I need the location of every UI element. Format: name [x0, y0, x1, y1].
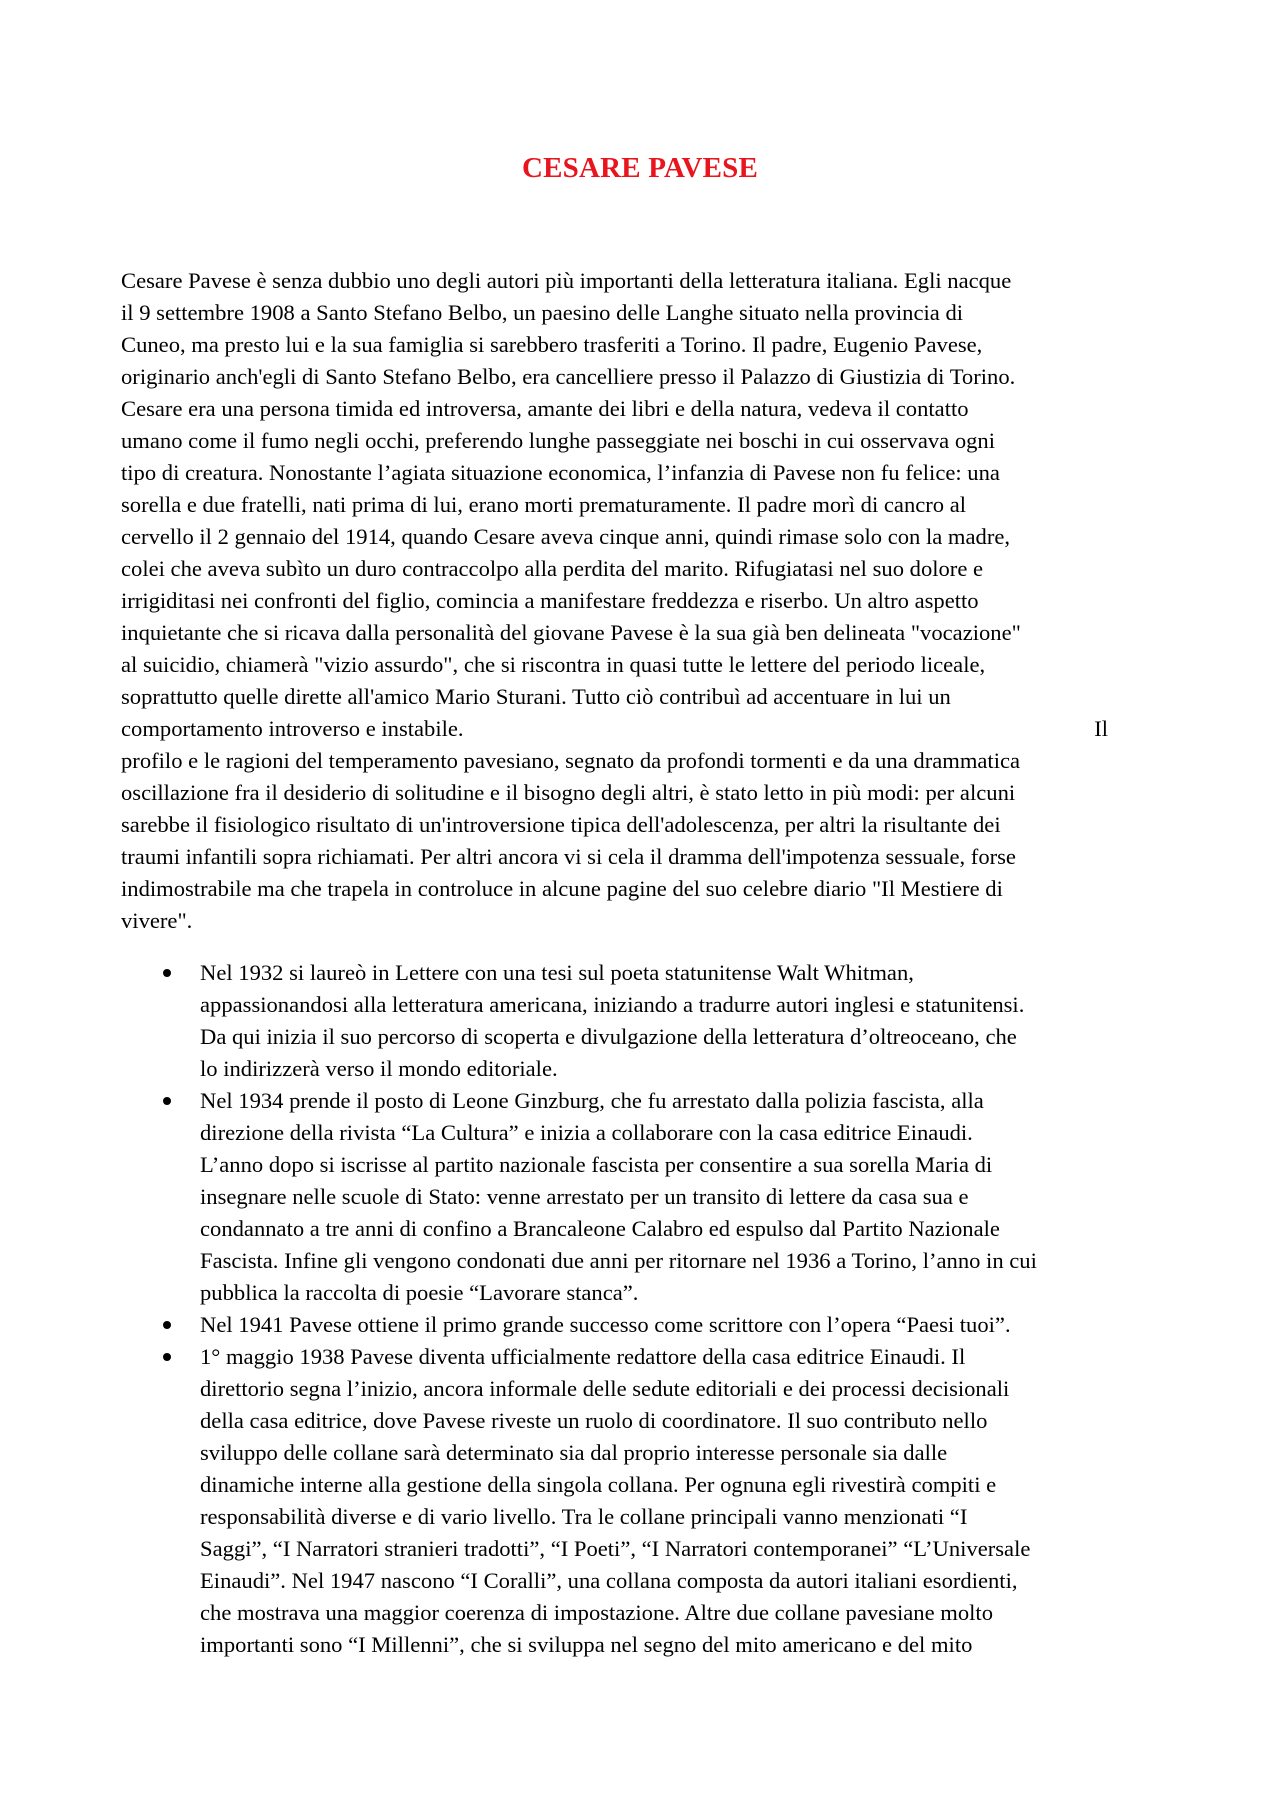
- text-line: inquietante che si ricava dalla personalità del giovane Pavese è la sua già ben delineata "vocazione": [121, 620, 1021, 645]
- text-line: il 9 settembre 1908 a Santo Stefano Belbo, un paesino delle Langhe situato nella provincia di: [121, 300, 964, 325]
- text-line: direzione della rivista “La Cultura” e inizia a collaborare con la casa editrice Einaudi.: [200, 1120, 973, 1145]
- text-line: umano come il fumo negli occhi, preferendo lunghe passeggiate nei boschi in cui osservava ogni: [121, 428, 995, 453]
- text-line: Fascista. Infine gli vengono condonati due anni per ritornare nel 1936 a Torino, l’anno in cui: [200, 1248, 1037, 1273]
- text-line: al suicidio, chiamerà "vizio assurdo", che si riscontra in quasi tutte le lettere del periodo liceale,: [121, 652, 986, 677]
- bullet-list: [121, 957, 1166, 1661]
- text-line: 1° maggio 1938 Pavese diventa ufficialmente redattore della casa editrice Einaudi. Il: [200, 1344, 966, 1369]
- intro-paragraph: [121, 265, 1166, 937]
- bullet-item: [121, 1341, 1166, 1661]
- text-line: lo indirizzerà verso il mondo editoriale.: [200, 1056, 558, 1081]
- page-title: CESARE PAVESE: [521, 152, 759, 184]
- text-line: colei che aveva subìto un duro contraccolpo alla perdita del marito. Rifugiatasi nel suo dolore e: [121, 556, 984, 581]
- text-line: sorella e due fratelli, nati prima di lui, erano morti prematuramente. Il padre morì di cancro al: [121, 492, 967, 517]
- text-line: Cesare era una persona timida ed introversa, amante dei libri e della natura, vedeva il contatto: [121, 396, 969, 421]
- text-line: appassionandosi alla letteratura americana, iniziando a tradurre autori inglesi e statunitensi.: [200, 992, 1025, 1017]
- text-line: Da qui inizia il suo percorso di scoperta e divulgazione della letteratura d’oltreoceano, che: [200, 1024, 1017, 1049]
- text-line: Nel 1934 prende il posto di Leone Ginzburg, che fu arrestato dalla polizia fascista, alla: [200, 1088, 984, 1113]
- text-line: sarebbe il fisiologico risultato di un'introversione tipica dell'adolescenza, per altri la risultante dei: [121, 812, 1001, 837]
- text-line: della casa editrice, dove Pavese riveste un ruolo di coordinatore. Il suo contributo nello: [200, 1408, 988, 1433]
- text-line: tipo di creatura. Nonostante l’agiata situazione economica, l’infanzia di Pavese non fu felice: una: [121, 460, 1000, 485]
- bullet-icon: [163, 1097, 171, 1105]
- text-line: originario anch'egli di Santo Stefano Belbo, era cancelliere presso il Palazzo di Giustizia di Torino.: [121, 364, 1016, 389]
- text-line: Saggi”, “I Narratori stranieri tradotti”, “I Poeti”, “I Narratori contemporanei” “L’Universale: [200, 1536, 1031, 1561]
- text-line: Einaudi”. Nel 1947 nascono “I Coralli”, una collana composta da autori italiani esordienti,: [200, 1568, 1018, 1593]
- text-line: condannato a tre anni di confino a Brancaleone Calabro ed espulso dal Partito Nazionale: [200, 1216, 1000, 1241]
- text-line: direttorio segna l’inizio, ancora informale delle sedute editoriali e dei processi decisionali: [200, 1376, 1010, 1401]
- text-line: importanti sono “I Millenni”, che si sviluppa nel segno del mito americano e del mito: [200, 1632, 973, 1657]
- text-line: soprattutto quelle dirette all'amico Mario Sturani. Tutto ciò contribuì ad accentuare in lui un: [121, 684, 951, 709]
- bullet-item: [121, 1309, 1166, 1341]
- text-line: che mostrava una maggior coerenza di impostazione. Altre due collane pavesiane molto: [200, 1600, 993, 1625]
- text-line: dinamiche interne alla gestione della singola collana. Per ognuna egli rivestirà compiti e: [200, 1472, 997, 1497]
- text-line: Nel 1941 Pavese ottiene il primo grande successo come scrittore con l’opera “Paesi tuoi”.: [200, 1312, 1011, 1337]
- split-text-line: [121, 713, 1166, 745]
- bullet-icon: [163, 969, 171, 977]
- bullet-icon: [163, 1353, 171, 1361]
- text-line: insegnare nelle scuole di Stato: venne arrestato per un transito di lettere da casa sua e: [200, 1184, 969, 1209]
- bullet-icon: [163, 1321, 171, 1329]
- text-line: responsabilità diverse e di vario livello. Tra le collane principali vanno menzionati “I: [200, 1504, 968, 1529]
- bullet-item: [121, 957, 1166, 1085]
- text-line: pubblica la raccolta di poesie “Lavorare stanca”.: [200, 1280, 639, 1305]
- text-line: sviluppo delle collane sarà determinato sia dal proprio interesse personale sia dalle: [200, 1440, 948, 1465]
- text-line: irrigiditasi nei confronti del figlio, comincia a manifestare freddezza e riserbo. Un altro aspetto: [121, 588, 979, 613]
- text-line: cervello il 2 gennaio del 1914, quando Cesare aveva cinque anni, quindi rimase solo con la madre,: [121, 524, 1011, 549]
- text-line: vivere".: [121, 908, 193, 933]
- text-line: L’anno dopo si iscrisse al partito nazionale fascista per consentire a sua sorella Maria di: [200, 1152, 993, 1177]
- text-line: indimostrabile ma che trapela in controluce in alcune pagine del suo celebre diario "Il Mestiere di: [121, 876, 1003, 901]
- text-line: profilo e le ragioni del temperamento pavesiano, segnato da profondi tormenti e da una drammatica: [121, 748, 1021, 773]
- bullet-item: [121, 1085, 1166, 1309]
- text-line: Cuneo, ma presto lui e la sua famiglia si sarebbero trasferiti a Torino. Il padre, Eugenio Pavese,: [121, 332, 983, 357]
- text-line: Cesare Pavese è senza dubbio uno degli autori più importanti della letteratura italiana. Egli nacque: [121, 268, 1012, 293]
- split-line-right: Il: [1094, 716, 1108, 741]
- text-line: oscillazione fra il desiderio di solitudine e il bisogno degli altri, è stato letto in più modi: per alcuni: [121, 780, 1016, 805]
- split-line-left: comportamento introverso e instabile.: [121, 716, 464, 741]
- text-line: Nel 1932 si laureò in Lettere con una tesi sul poeta statunitense Walt Whitman,: [200, 960, 914, 985]
- text-line: traumi infantili sopra richiamati. Per altri ancora vi si cela il dramma dell'impotenza sessuale, forse: [121, 844, 1016, 869]
